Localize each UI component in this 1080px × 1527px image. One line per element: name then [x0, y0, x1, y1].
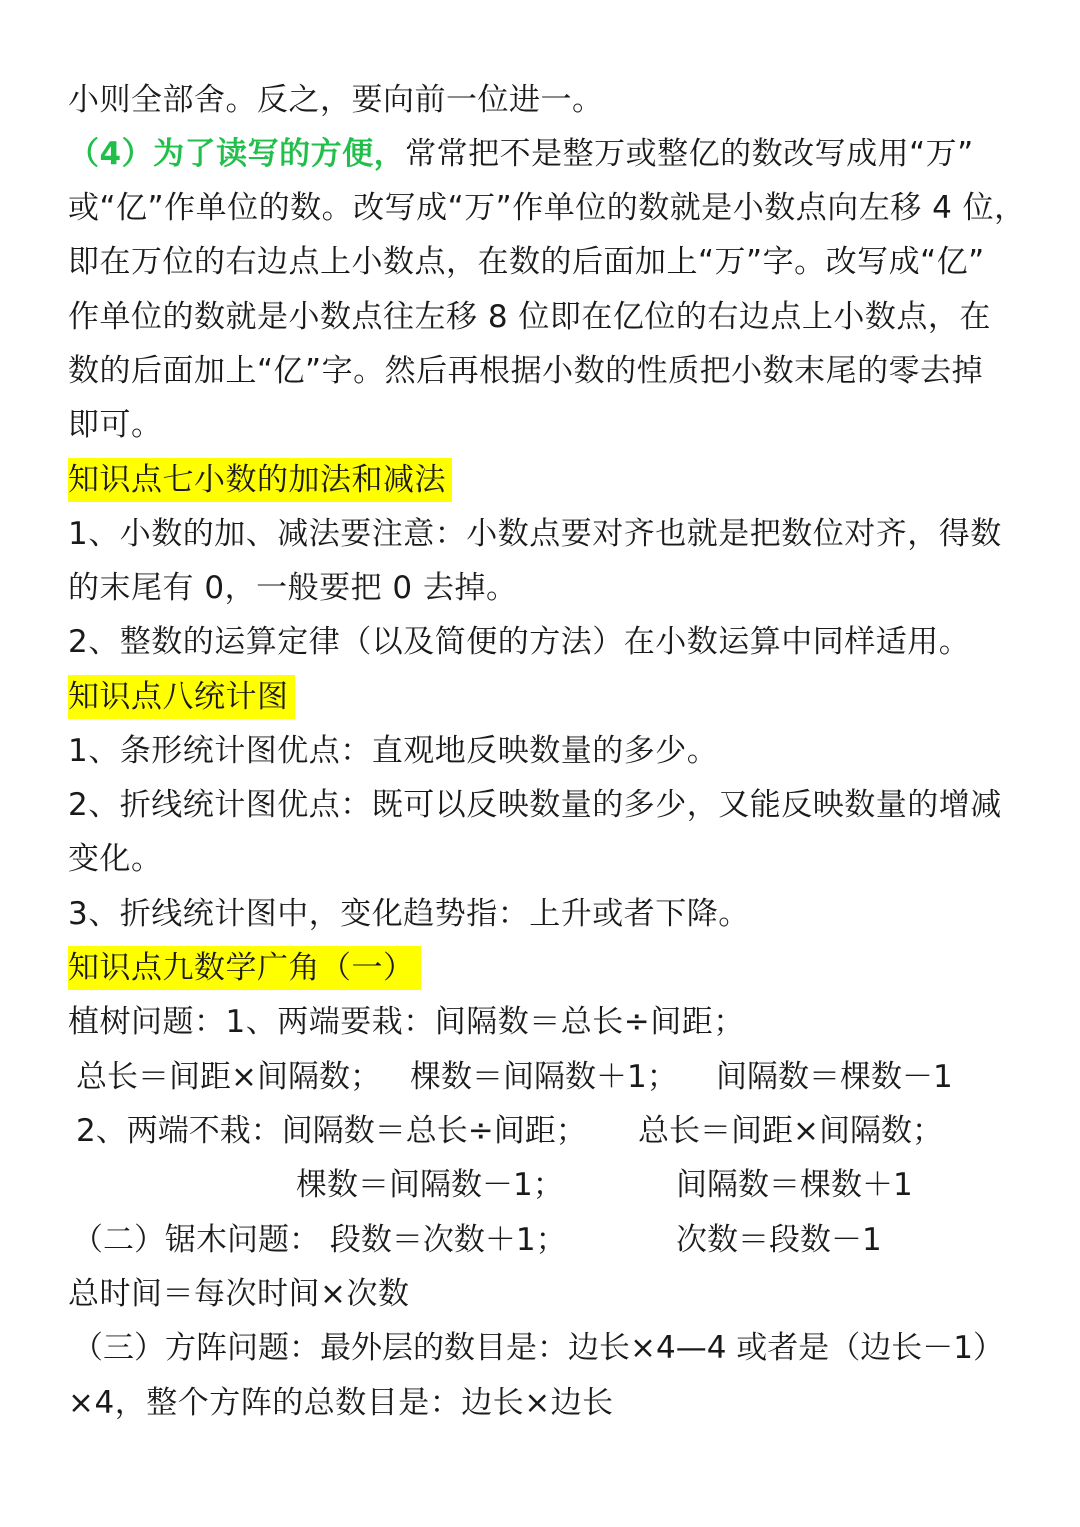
green-emphasis: （4）为了读写的方便， [68, 136, 406, 172]
paragraph-line: 1、条形统计图优点：直观地反映数量的多少。 [68, 733, 719, 769]
section-heading-9 [68, 948, 421, 988]
paragraph-line: 2、整数的运算定律（以及简便的方法）在小数运算中同样适用。 [68, 624, 971, 660]
paragraph-line: 数的后面加上“亿”字。然后再根据小数的性质把小数末尾的零去掉 [68, 353, 984, 389]
highlighted-heading: 知识点九数学广角（一） [68, 946, 421, 990]
paragraph-line: 的末尾有 0，一般要把 0 去掉。 [68, 570, 518, 606]
formula-segment: 总长＝间距×间隔数； [638, 1113, 943, 1149]
paragraph-text: 常常把不是整万或整亿的数改写成用“万” [405, 136, 974, 172]
formula-line: （三）方阵问题：最外层的数目是：边长×4—4 或者是（边长－1） [72, 1330, 1004, 1366]
section-heading-7 [68, 460, 452, 500]
formula-segment: 棵数＝间隔数－1； [296, 1167, 564, 1203]
section-heading-8 [68, 677, 295, 717]
paragraph-line: 3、折线统计图中，变化趋势指：上升或者下降。 [68, 896, 750, 932]
paragraph-line: 或“亿”作单位的数。改写成“万”作单位的数就是小数点向左移 4 位， [68, 190, 1026, 226]
paragraph-line [68, 134, 974, 174]
formula-segment: 次数＝段数－1 [676, 1222, 882, 1258]
paragraph-line: 即在万位的右边点上小数点，在数的后面加上“万”字。改写成“亿” [68, 244, 985, 280]
formula-segment: 棵数＝间隔数＋1； [410, 1059, 678, 1095]
formula-segment: 2、两端不栽：间隔数＝总长÷间距； [76, 1113, 587, 1149]
paragraph-line: 即可。 [68, 407, 163, 443]
paragraph-line: 2、折线统计图优点：既可以反映数量的多少，又能反映数量的增减 [68, 787, 1002, 823]
formula-line: ×4，整个方阵的总数目是：边长×边长 [68, 1385, 614, 1421]
formula-segment: 间隔数＝棵数＋1 [676, 1167, 913, 1203]
formula-segment: 总长＝间距×间隔数； [76, 1059, 381, 1095]
formula-segment: （二）锯木问题： 段数＝次数＋1； [72, 1222, 567, 1258]
formula-line: 总时间＝每次时间×次数 [68, 1276, 410, 1312]
paragraph-line: 作单位的数就是小数点往左移 8 位即在亿位的右边点上小数点，在 [68, 299, 991, 335]
paragraph-line: 小则全部舍。反之，要向前一位进一。 [68, 82, 604, 118]
highlighted-heading: 知识点七小数的加法和减法 [68, 458, 452, 502]
paragraph-line: 变化。 [68, 841, 163, 877]
formula-segment: 间隔数＝棵数－1 [716, 1059, 953, 1095]
highlighted-heading: 知识点八统计图 [68, 675, 295, 719]
formula-line: 植树问题：1、两端要栽：间隔数＝总长÷间距； [68, 1004, 745, 1040]
paragraph-line: 1、小数的加、减法要注意：小数点要对齐也就是把数位对齐，得数 [68, 516, 1002, 552]
